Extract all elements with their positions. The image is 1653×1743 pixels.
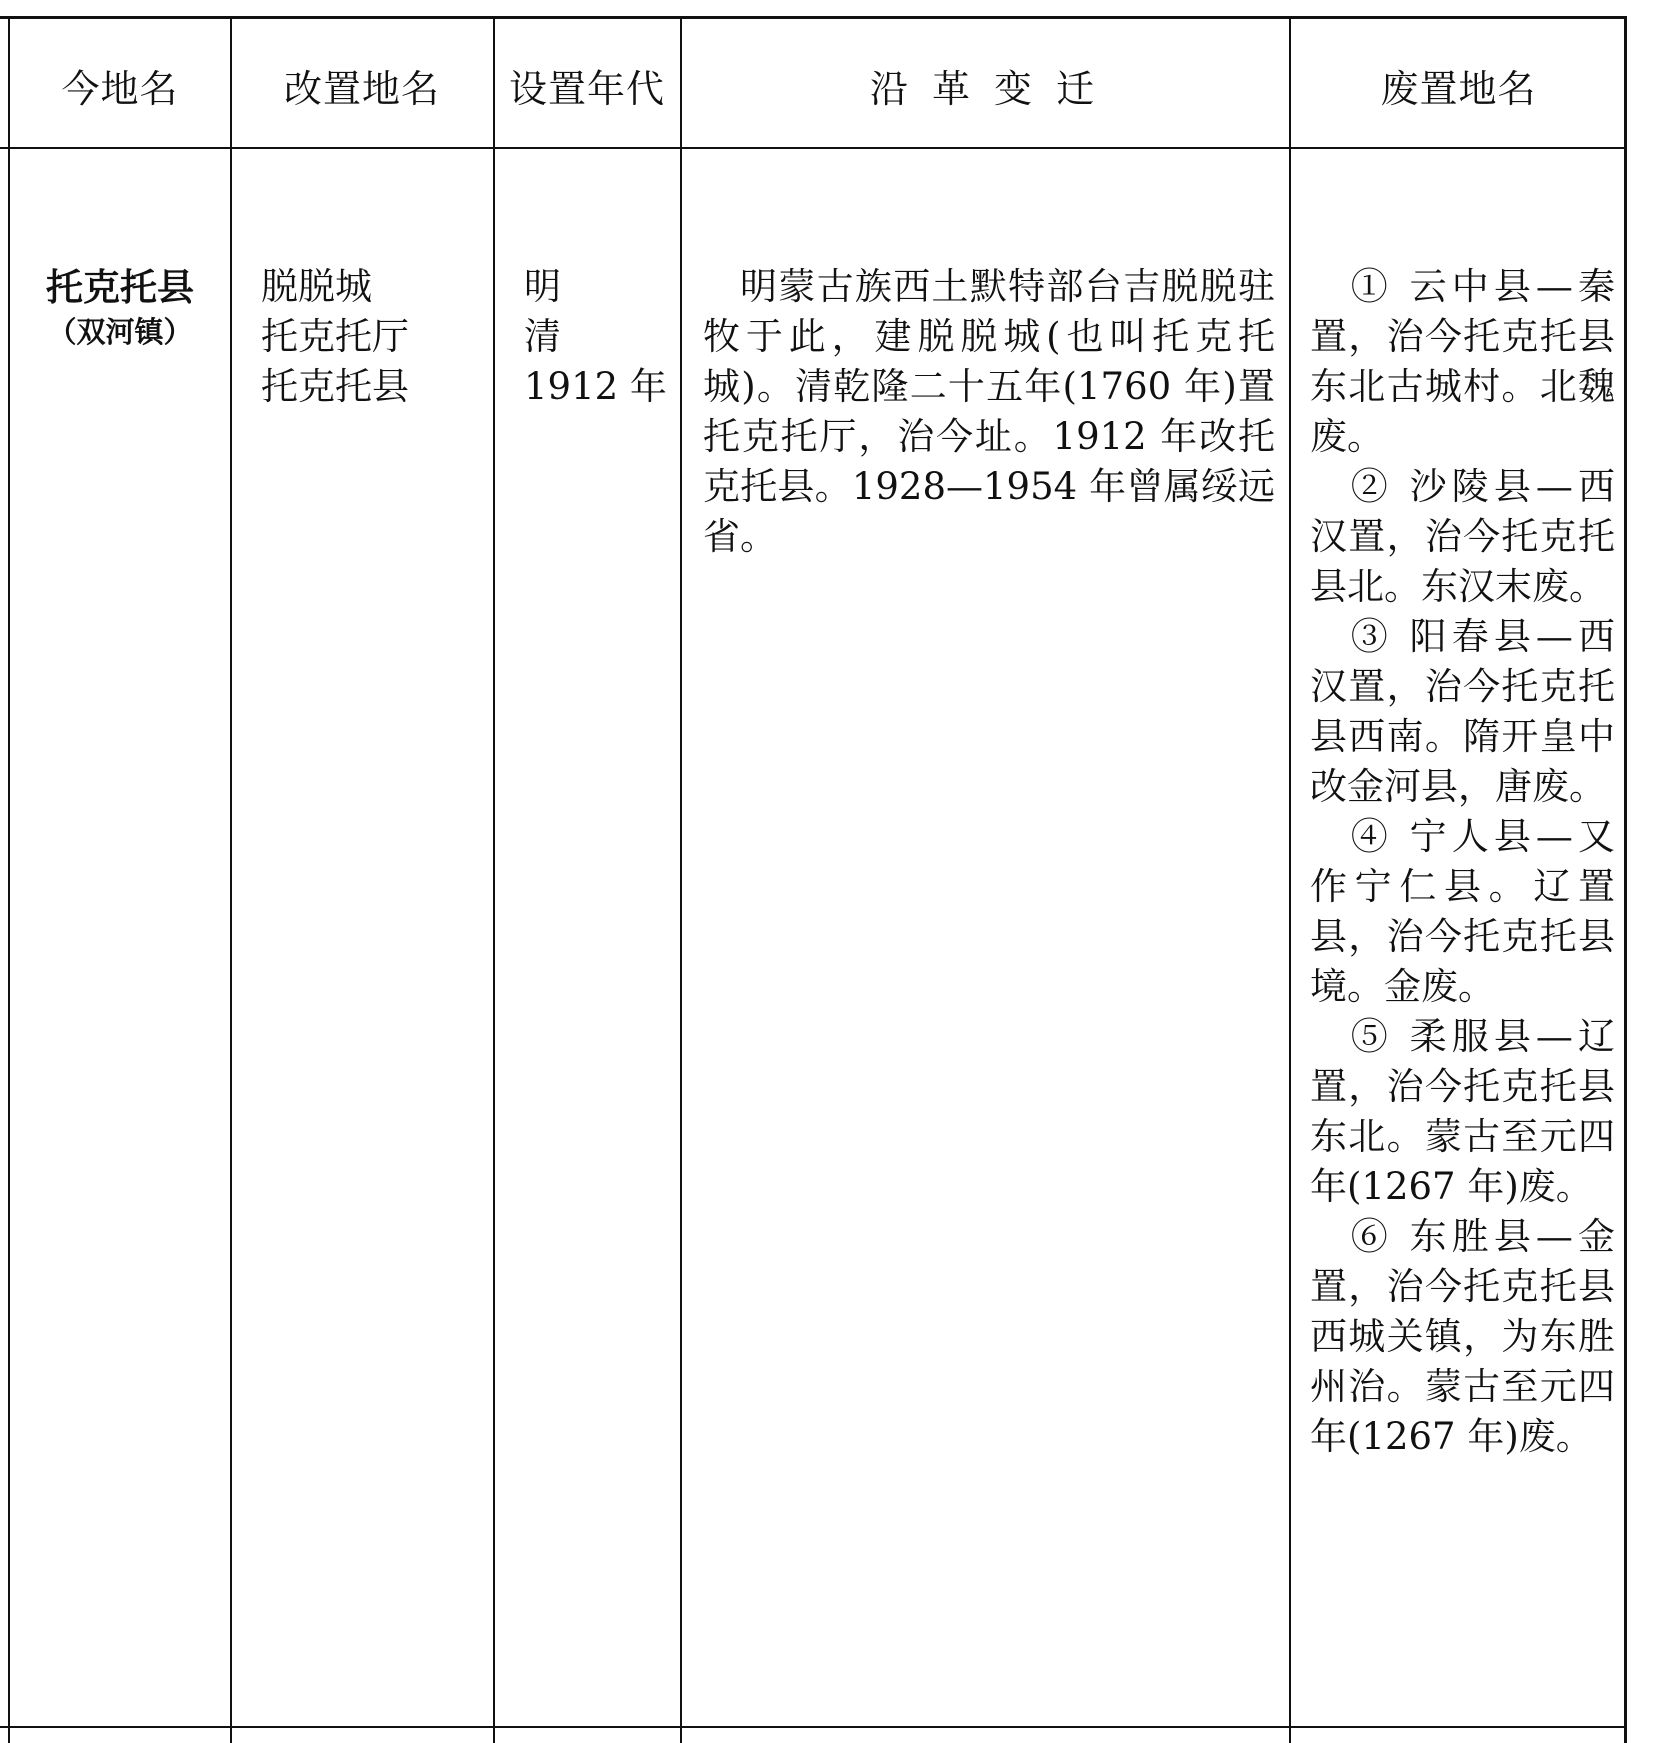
abolished-item: ① 云中县—秦置，治今托克托县东北古城村。北魏废。 [1310, 265, 1615, 458]
col-divider-1 [230, 16, 232, 1743]
table-top-border [0, 16, 1625, 19]
year-item: 清 [524, 315, 561, 358]
abolished-item: ⑤ 柔服县—辽置，治今托克托县东北。蒙古至元四年(1267 年)废。 [1310, 1015, 1615, 1208]
current-name-seat: （双河镇） [47, 315, 193, 349]
header-abolished-name: 废置地名 [1380, 66, 1537, 111]
cell-history: 明蒙古族西土默特部台吉脱脱驻牧于此，建脱脱城(也叫托克托城)。清乾隆二十五年(1760 年)置托克托厅，治今址。1912 年改托克托县。1928—1954 年曾属绥远省。 [703, 265, 1275, 558]
col-divider-3 [680, 16, 682, 1743]
abolished-item: ③ 阳春县—西汉置，治今托克托县西南。隋开皇中改金河县，唐废。 [1310, 615, 1615, 808]
header-history: 沿 革 变 迁 [869, 66, 1101, 111]
header-changed-name: 改置地名 [283, 66, 440, 111]
abolished-item: ⑥ 东胜县—金置，治今托克托县西城关镇，为东胜州治。蒙古至元四年(1267 年)废。 [1310, 1215, 1615, 1458]
current-name: 托克托县 [46, 265, 194, 309]
col-divider-4 [1289, 16, 1291, 1743]
changed-name-item: 脱脱城 [261, 265, 372, 308]
changed-name-item: 托克托厅 [261, 315, 409, 358]
year-item: 1912 年 [524, 365, 667, 408]
header-established: 设置年代 [508, 66, 665, 111]
cell-years [496, 262, 678, 412]
col-divider-2 [493, 16, 495, 1743]
year-item: 明 [524, 265, 561, 308]
header-current-name: 今地名 [61, 66, 179, 111]
abolished-item: ② 沙陵县—西汉置，治今托克托县北。东汉末废。 [1310, 465, 1615, 608]
changed-name-item: 托克托县 [261, 365, 409, 408]
cell-current-name [10, 262, 230, 352]
abolished-item: ④ 宁人县—又作宁仁县。辽置县，治今托克托县境。金废。 [1310, 815, 1615, 1008]
cell-abolished [1292, 262, 1625, 1462]
cell-changed-names [233, 262, 491, 412]
row-bottom-border [0, 1726, 1625, 1728]
